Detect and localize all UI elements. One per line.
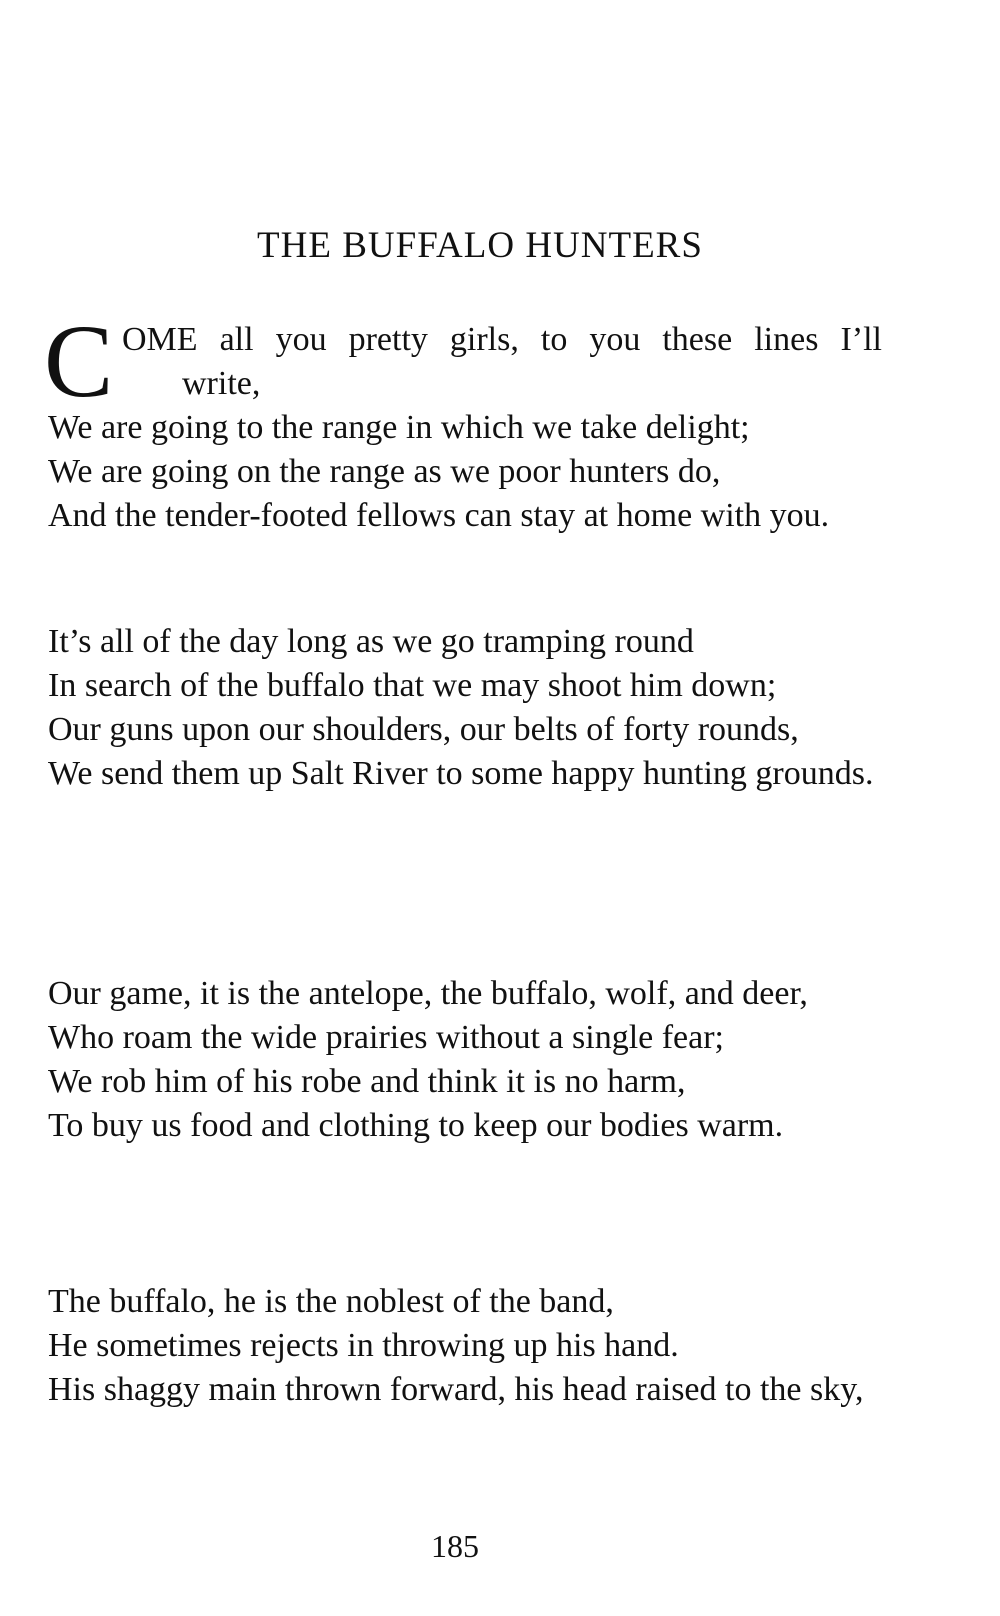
poem-line: We rob him of his robe and think it is no harm, — [48, 1063, 686, 1100]
poem-line: We are going to the range in which we take delight; — [48, 409, 750, 446]
poem-line: We send them up Salt River to some happy hunting grounds. — [48, 755, 874, 792]
poem-line: Our game, it is the antelope, the buffalo, wolf, and deer, — [48, 975, 808, 1012]
stanza-4 — [48, 1280, 882, 1412]
page-number: 185 — [431, 1528, 479, 1564]
poem-line: Who roam the wide prairies without a single fear; — [48, 1019, 724, 1056]
stanza-2 — [48, 620, 882, 796]
poem-line: He sometimes rejects in throwing up his hand. — [48, 1327, 679, 1364]
poem-line: And the tender-footed fellows can stay at home with you. — [48, 497, 830, 534]
stanza-1 — [44, 304, 882, 538]
poem-line: The buffalo, he is the noblest of the band, — [48, 1283, 614, 1320]
stanza-3 — [48, 972, 882, 1148]
poem-line: His shaggy main thrown forward, his head raised to the sky, — [48, 1371, 864, 1408]
drop-cap: C — [44, 304, 114, 419]
poem-line: It’s all of the day long as we go tramping round — [48, 623, 694, 660]
poem-line: In search of the buffalo that we may shoot him down; — [48, 667, 777, 704]
poem-line: Our guns upon our shoulders, our belts of forty rounds, — [48, 711, 799, 748]
opening-line-continuation: write, — [182, 365, 261, 402]
opening-line — [44, 304, 882, 419]
poem-line: To buy us food and clothing to keep our bodies warm. — [48, 1107, 784, 1144]
poem-title: THE BUFFALO HUNTERS — [257, 225, 703, 266]
poem-line: We are going on the range as we poor hunters do, — [48, 453, 721, 490]
opening-line-text: OME all you pretty girls, to you these lines I’ll — [122, 321, 882, 358]
